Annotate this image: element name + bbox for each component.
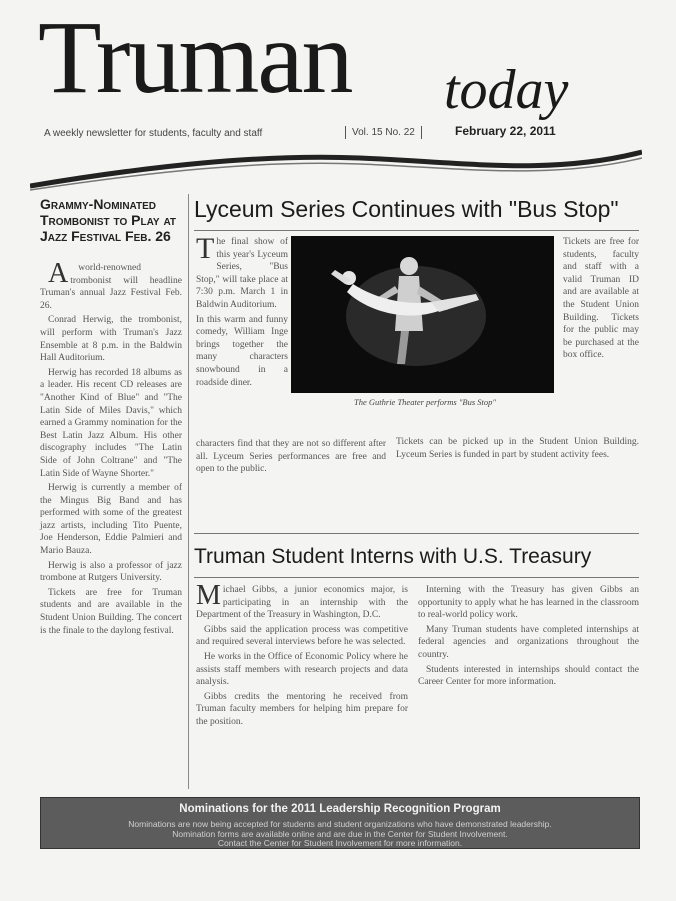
headline-rule bbox=[194, 577, 639, 578]
treasury-paragraph: Students interested in internships should contact the Career Center for more information. bbox=[418, 664, 639, 688]
issue-volume: Vol. 15 No. 22 bbox=[345, 126, 422, 139]
sidebar-paragraph: Aworld-renowned trombonist will headline Truman's annual Jazz Festival Feb. 26. bbox=[40, 258, 182, 311]
treasury-headline: Truman Student Interns with U.S. Treasury bbox=[194, 545, 592, 568]
headline-rule bbox=[194, 230, 639, 231]
treasury-paragraph: Interning with the Treasury has given Gibbs an opportunity to apply what he has learned in the classroom to real-world policy work. bbox=[418, 585, 639, 621]
sidebar-paragraph: Tickets are free for Truman students and are available in the Student Union Building. The concert is the finale to the daylong festival. bbox=[40, 587, 182, 636]
banner-line: Nomination forms are available online and are due in the Center for Student Involvement. bbox=[172, 829, 508, 839]
sidebar-headline: Grammy-Nominated Trombonist to Play at Jazz Festival Feb. 26 bbox=[40, 196, 177, 244]
sidebar-paragraph: Conrad Herwig, the trombonist, will perform with Truman's Jazz Ensemble at 8 p.m. in the Baldwin Hall Auditorium. bbox=[40, 315, 182, 364]
issue-date: February 22, 2011 bbox=[455, 124, 556, 138]
masthead-tagline: A weekly newsletter for students, faculty and staff bbox=[44, 128, 263, 139]
masthead-wave-divider bbox=[30, 146, 642, 192]
lyceum-paragraph: In this warm and funny comedy, William Inge brings together the many characters snowbound in a roadside diner. bbox=[196, 314, 288, 388]
treasury-paragraph: Gibbs credits the mentoring he received from Truman faculty members for helping him prepare for the position. bbox=[196, 691, 408, 727]
lyceum-headline: Lyceum Series Continues with "Bus Stop" bbox=[194, 196, 619, 222]
treasury-column-left bbox=[196, 580, 408, 731]
bus-stop-photo bbox=[291, 236, 554, 393]
sidebar-paragraph: Herwig has recorded 18 albums as a leader. His recent CD releases are "Another Kind of Blue" and "The Latin Side of Miles Davis," which earned a Grammy nomination for the Best Latin Jazz Album. His other discography includes "The Latin Side of John Coltrane" and "The Latin Side of Wayne Shorter." bbox=[40, 367, 182, 479]
photo-caption: The Guthrie Theater performs "Bus Stop" bbox=[354, 397, 496, 407]
treasury-paragraph: Many Truman students have completed internships at federal agencies and organizations throughout the country. bbox=[418, 624, 639, 660]
section-rule bbox=[194, 533, 639, 534]
masthead-title: Truman bbox=[38, 0, 352, 115]
sidebar-article-body bbox=[40, 258, 182, 639]
lyceum-column-left bbox=[196, 232, 288, 391]
masthead-subtitle: today bbox=[444, 59, 569, 121]
lyceum-column-lower: characters find that they are not so different after all. Lyceum Series performances are free and open to the public. bbox=[196, 439, 386, 475]
leadership-banner bbox=[40, 797, 640, 849]
lyceum-paragraph: The final show of this year's Lyceum Series, "Bus Stop," will take place at 7:30 p.m. March 1 in Baldwin Auditorium. bbox=[196, 232, 288, 310]
banner-line: Contact the Center for Student Involvement for more information. bbox=[217, 838, 463, 848]
banner-line: Nominations are now being accepted for students and student organizations who have demonstrated leadership. bbox=[128, 819, 552, 829]
treasury-paragraph: He works in the Office of Economic Policy where he assists staff members with research projects and data analysis. bbox=[196, 651, 408, 688]
treasury-paragraph: Michael Gibbs, a junior economics major, is participating in an internship with the Department of the Treasury in Washington, D.C. bbox=[196, 580, 408, 621]
lyceum-column-right: Tickets are free for students, faculty and staff with a valid Truman ID and are available at the Student Union Building. Tickets for the public may be purchased at the box office. bbox=[563, 237, 639, 361]
banner-title: Nominations for the 2011 Leadership Recognition Program bbox=[179, 803, 501, 815]
lyceum-column-lower-right: Tickets can be picked up in the Student Union Building. Lyceum Series is funded in part by student activity fees. bbox=[396, 437, 639, 460]
column-divider bbox=[188, 194, 189, 789]
treasury-paragraph: Gibbs said the application process was competitive and required several interviews before he was selected. bbox=[196, 624, 408, 648]
treasury-column-right bbox=[418, 584, 639, 691]
sidebar-paragraph: Herwig is also a professor of jazz trombone at Rutgers University. bbox=[40, 560, 182, 584]
sidebar-paragraph: Herwig is currently a member of the Mingus Big Band and has performed with some of the greatest jazz artists, including Tito Puente, Joe Henderson, Eddie Palmieri and Mario Bauza. bbox=[40, 483, 182, 557]
